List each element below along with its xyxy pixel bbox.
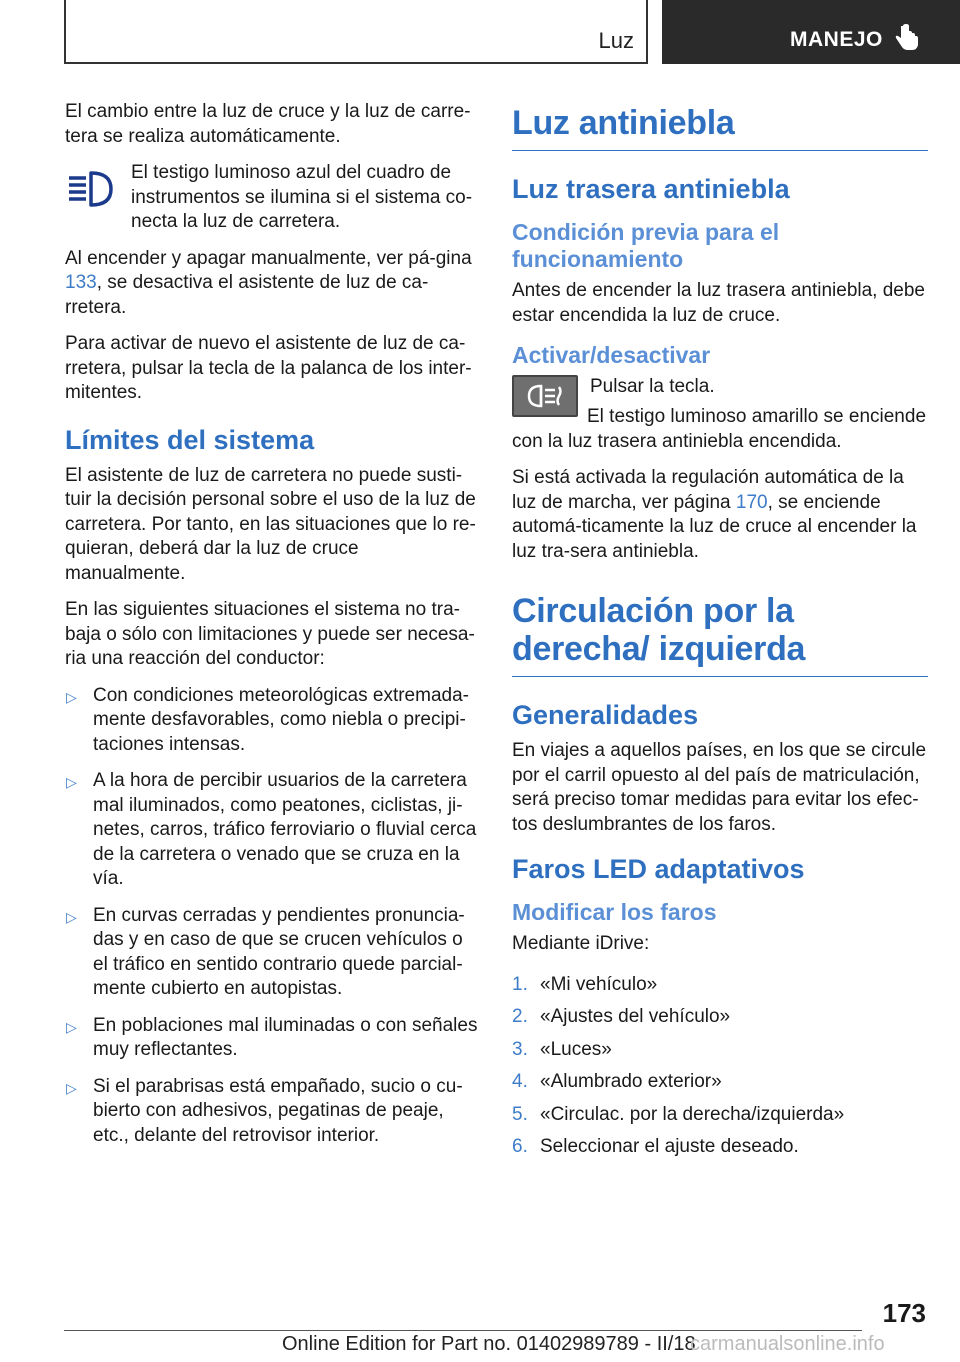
paragraph: Para activar de nuevo el asistente de luz de ca-rretera, pulsar la tecla de la palanca de los inter-mitentes. — [65, 333, 472, 403]
triangle-bullet-icon: ▷ — [66, 1018, 77, 1035]
heading-modify-headlights: Modificar los faros — [512, 899, 717, 925]
header-section-title: Luz — [598, 28, 634, 53]
list-item: ▷ Si el parabrisas está empañado, sucio o cu-bierto con adhesivos, pegatinas de peaje, etc., delante del retrovisor interior. — [66, 1075, 463, 1146]
paragraph: Si está activada la regulación automática de la luz de marcha, ver página 170, se enciende automá-ticamente la luz de cruce al encender la luz tra-sera antiniebla. — [512, 467, 917, 562]
header-section-box — [64, 0, 648, 64]
list-item: 5. «Circulac. por la derecha/izquierda» — [512, 1103, 845, 1125]
paragraph: Antes de encender la luz trasera antiniebla, debe estar encendida la luz de cruce. — [512, 280, 925, 326]
paragraph: Al encender y apagar manualmente, ver pá-gina 133, se desactiva el asistente de luz de ca-rretera. — [65, 247, 472, 318]
paragraph: En viajes a aquellos países, en los que se circule por el carril opuesto al del país de matriculación, será preciso tomar medidas para evitar los efec-tos deslumbrantes de los faros. — [512, 740, 927, 835]
paragraph: Mediante iDrive: — [512, 933, 650, 954]
header-chapter-tab — [662, 0, 960, 64]
paragraph: En las siguientes situaciones el sistema no tra-baja o sólo con limitaciones y puede ser necesa-ria una reacción del conductor: — [65, 599, 475, 669]
high-beam-indicator-icon — [65, 169, 115, 209]
heading-rear-fog-light: Luz trasera antiniebla — [512, 174, 790, 204]
list-item: ▷ A la hora de percibir usuarios de la carretera mal iluminados, como peatones, ciclistas, ji-netes, carros, tráfico ferroviario o fluvial cerca de la carretera o venado que se cruza en la vía. — [66, 770, 477, 889]
watermark: carmanualsonline.info — [690, 1333, 885, 1355]
list-item: ▷ En poblaciones mal iluminadas o con señales muy reflectantes. — [66, 1014, 478, 1060]
list-item: 1. «Mi vehículo» — [512, 973, 658, 995]
heading-system-limits: Límites del sistema — [65, 424, 315, 455]
rear-fog-button-icon — [512, 375, 578, 417]
rear-fog-symbol-icon — [525, 383, 565, 409]
press-text: Pulsar la tecla. — [590, 376, 715, 397]
heading-activate: Activar/desactivar — [512, 342, 711, 368]
left-column — [65, 100, 478, 1160]
page-link[interactable]: 170 — [735, 491, 768, 513]
list-item: 4. «Alumbrado exterior» — [512, 1071, 722, 1092]
list-item: ▷ En curvas cerradas y pendientes pronuncia-das y en caso de que se crucen vehículos o el tráfico en sentido contrario quede parcial-mente cubierto en autopistas. — [66, 904, 465, 999]
triangle-bullet-icon: ▷ — [66, 908, 77, 925]
idrive-steps — [512, 973, 928, 1160]
list-item: ▷ Con condiciones meteorológicas extremada-mente desfavorables, como niebla o precipi-taciones intensas. — [66, 684, 469, 755]
heading-prerequisite: Condición previa para el funcionamiento — [512, 219, 780, 272]
page-link[interactable]: 133 — [65, 272, 97, 293]
list-item: 6. Seleccionar el ajuste deseado. — [512, 1136, 799, 1157]
footer-edition: Online Edition for Part no. 01402989789 - II/18 — [282, 1333, 696, 1355]
limitation-list — [65, 684, 478, 1149]
right-column — [512, 100, 928, 1168]
triangle-bullet-icon: ▷ — [66, 1079, 77, 1096]
heading-general: Generalidades — [512, 700, 699, 730]
triangle-bullet-icon: ▷ — [66, 774, 77, 790]
list-item: 2. «Ajustes del vehículo» — [512, 1006, 731, 1027]
hand-pointer-icon — [894, 24, 920, 52]
heading-adaptive-led: Faros LED adaptativos — [512, 854, 805, 884]
paragraph: El cambio entre la luz de cruce y la luz de carre-tera se realiza automáticamente. — [65, 101, 471, 147]
paragraph: El asistente de luz de carretera no puede susti-tuir la decisión personal sobre el uso de la luz de carretera. Por tanto, en las situaciones que lo re-quieran, deberá dar la luz de cruce manualmente. — [65, 464, 476, 584]
heading-driving-side: Circulación por la derecha/ izquierda — [512, 592, 928, 677]
page-number: 173 — [882, 1298, 926, 1328]
indicator-text: El testigo luminoso azul del cuadro de instrumentos se ilumina si el sistema co-necta la luz de carretera. — [131, 162, 473, 232]
indicator-note — [65, 161, 478, 235]
footer-divider — [64, 1330, 862, 1331]
triangle-bullet-icon: ▷ — [66, 688, 77, 705]
header-chapter-title: MANEJO — [790, 28, 883, 51]
heading-fog-light: Luz antiniebla — [512, 104, 928, 151]
paragraph: El testigo luminoso amarillo se enciende con la luz trasera antiniebla encendida. — [512, 406, 927, 452]
list-item: 3. «Luces» — [512, 1038, 612, 1060]
